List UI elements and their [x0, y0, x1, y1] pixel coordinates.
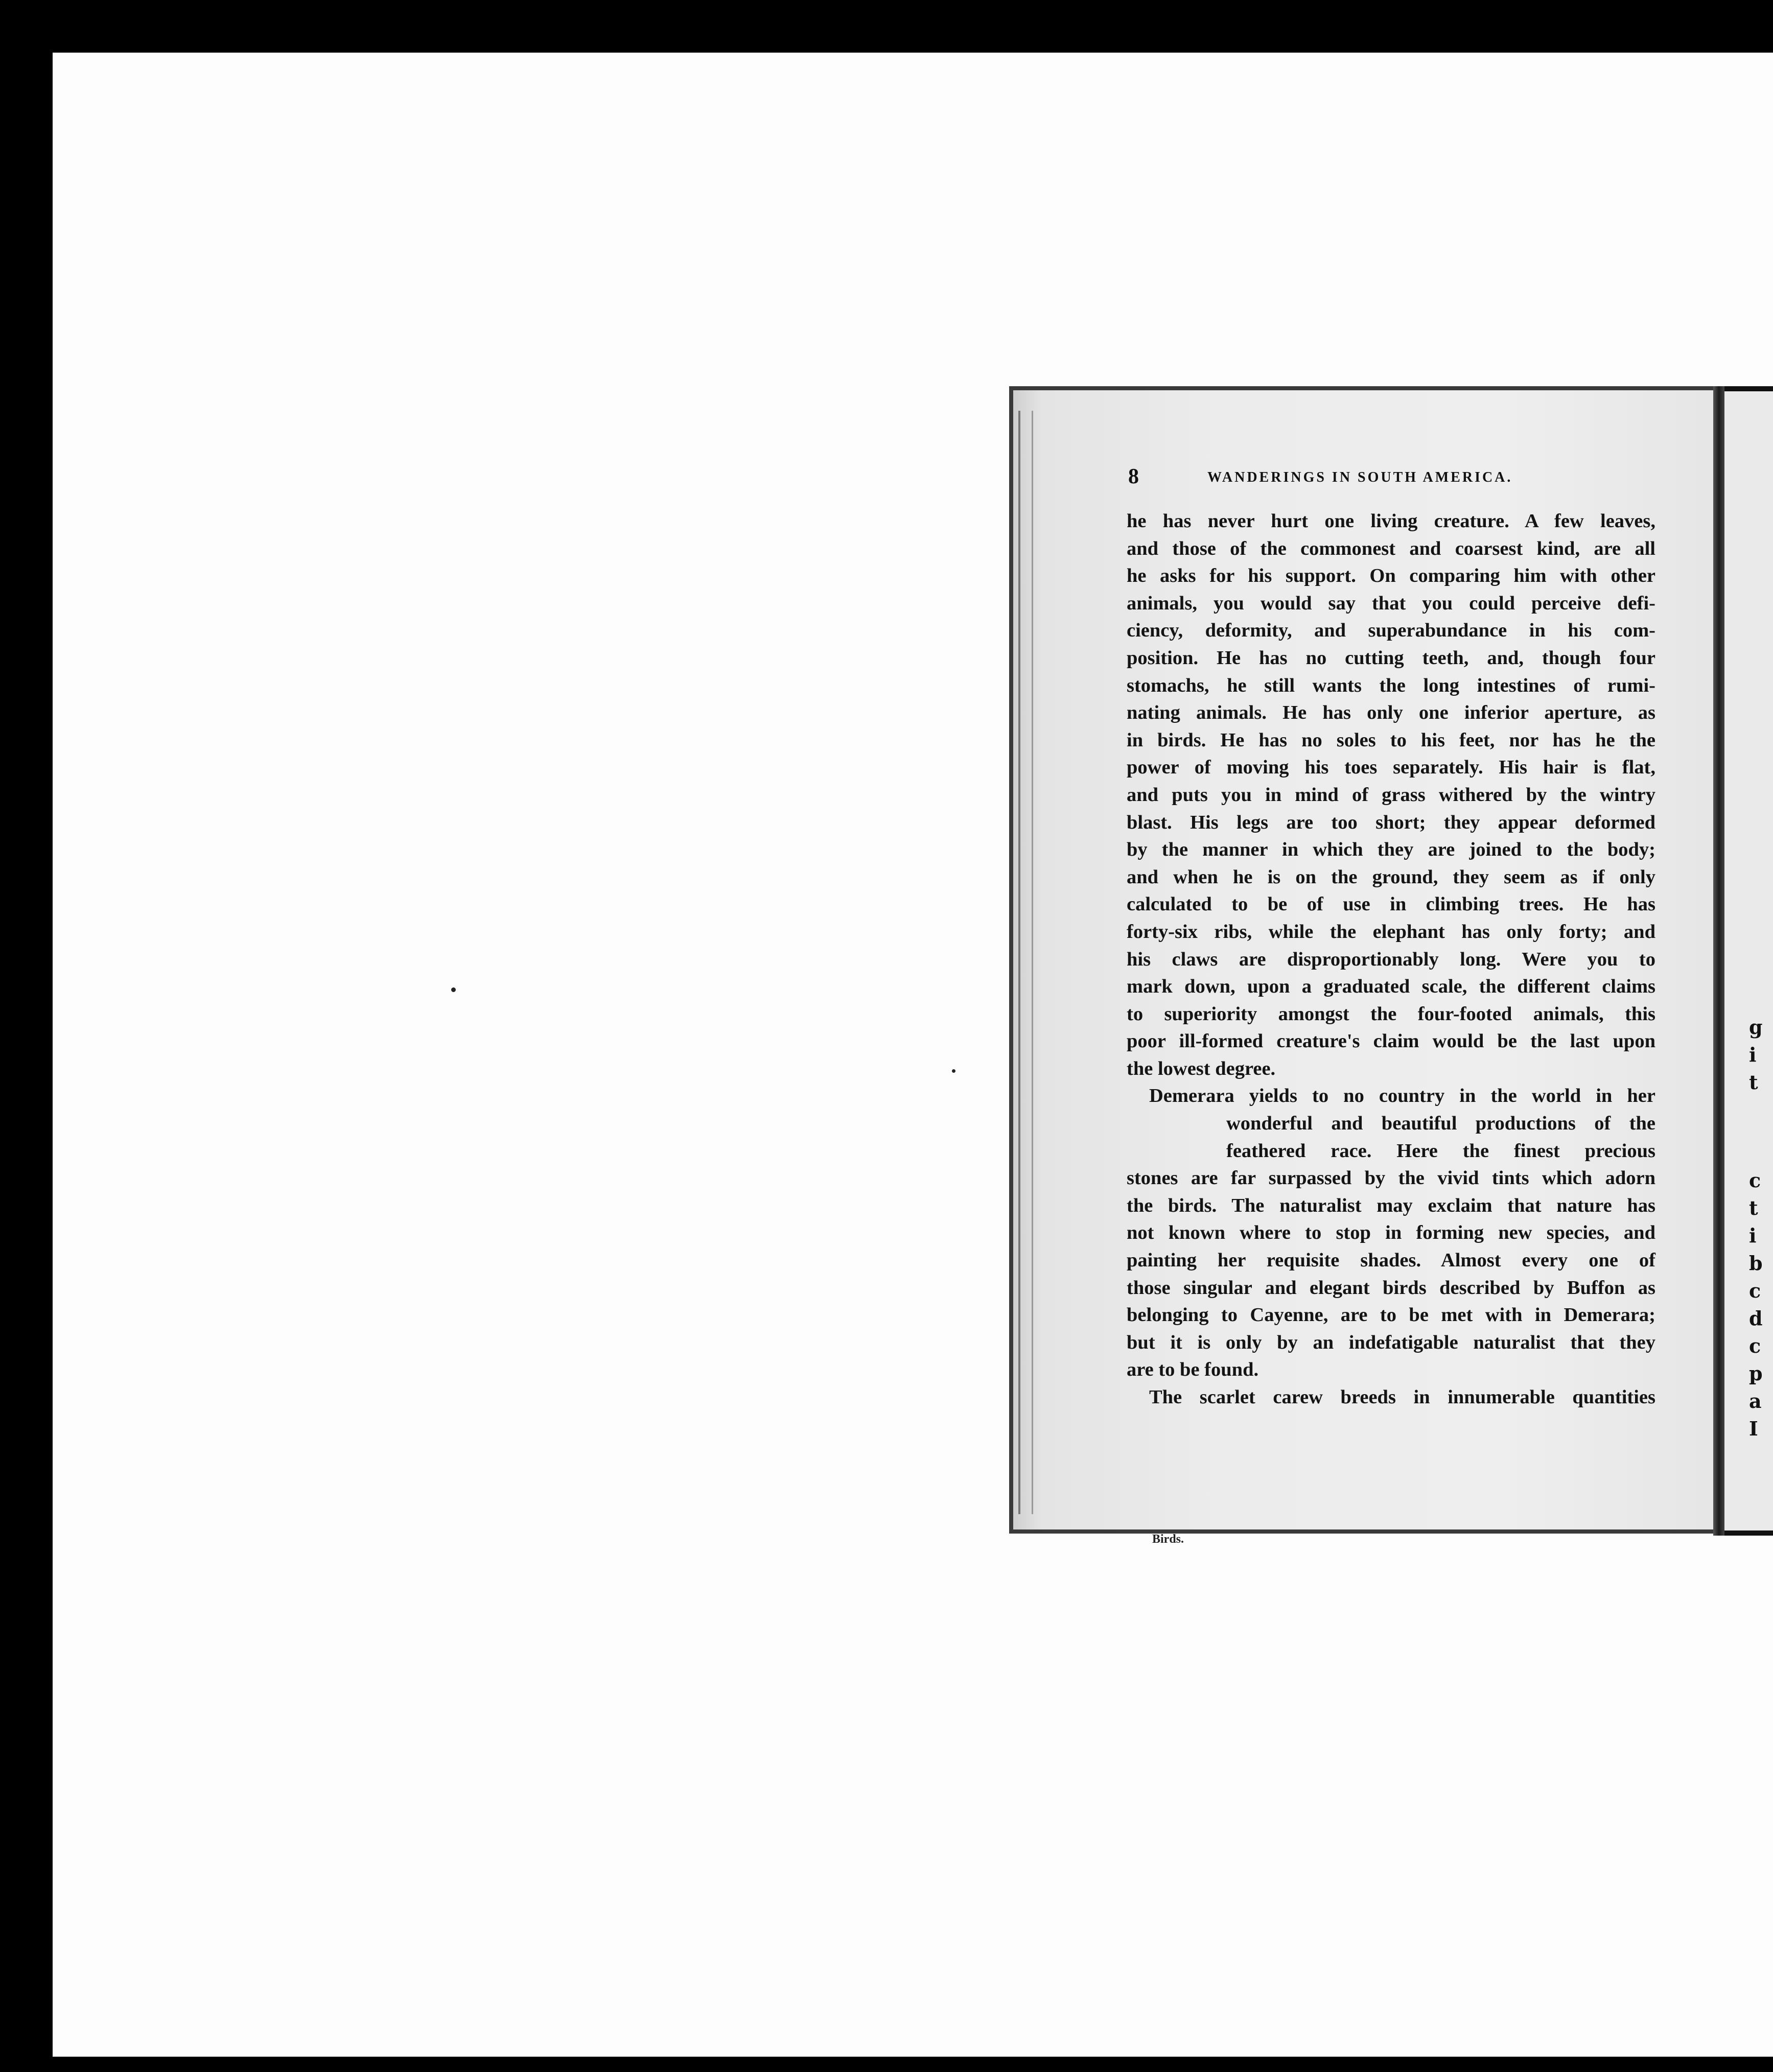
facing-page-fragment: p: [1749, 1362, 1763, 1385]
text-line: but it is only by an indefatigable naturalist that they: [1127, 1331, 1655, 1353]
left-page: [1009, 386, 1714, 1546]
text-line: are to be found.: [1127, 1359, 1259, 1381]
text-line: stomachs, he still wants the long intestines of rumi-: [1127, 674, 1655, 696]
running-head: [1128, 464, 1619, 495]
text-line: ciency, deformity, and superabundance in his com-: [1127, 620, 1655, 642]
text-line: The scarlet carew breeds in innumerable quantities: [1149, 1386, 1655, 1408]
text-line: stones are far surpassed by the vivid tints which adorn: [1127, 1167, 1655, 1189]
text-line: he has never hurt one living creature. A few leaves,: [1127, 510, 1655, 532]
book-photograph: [1009, 386, 1773, 1546]
facing-page-fragment: i: [1749, 1043, 1757, 1066]
facing-page-fragment: t: [1749, 1071, 1758, 1094]
facing-page-fragment: c: [1749, 1279, 1761, 1302]
text-line: his claws are disproportionably long. Were you to: [1127, 948, 1655, 970]
text-line: poor ill-formed creature's claim would be the last upon: [1127, 1030, 1655, 1052]
facing-page-edge: [1724, 386, 1773, 1536]
facing-page-fragment: b: [1749, 1252, 1763, 1275]
text-line: calculated to be of use in climbing trees. He has: [1127, 893, 1655, 915]
page-number: 8: [1128, 465, 1139, 488]
text-line: and when he is on the ground, they seem as if only: [1127, 866, 1655, 888]
text-line: mark down, upon a graduated scale, the different claims: [1127, 976, 1655, 998]
text-line: forty-six ribs, while the elephant has only forty; and: [1127, 921, 1655, 943]
film-border-left: [0, 0, 53, 2072]
running-title: WANDERINGS IN SOUTH AMERICA.: [1207, 469, 1513, 485]
text-line: the lowest degree.: [1127, 1057, 1276, 1079]
text-line: in birds. He has no soles to his feet, nor has he the: [1127, 729, 1655, 751]
facing-page-fragment: g: [1749, 1016, 1763, 1039]
text-line: wonderful and beautiful productions of the: [1226, 1113, 1655, 1135]
text-line: to superiority amongst the four-footed animals, this: [1127, 1003, 1655, 1025]
facing-page-fragment: I: [1749, 1417, 1758, 1440]
facing-page-fragment: c: [1749, 1169, 1761, 1192]
text-line: not known where to stop in forming new species, and: [1127, 1222, 1655, 1244]
facing-page-fragment: c: [1749, 1334, 1761, 1357]
facing-page-fragment: d: [1749, 1307, 1763, 1330]
dust-speck: [451, 987, 456, 992]
text-line: and those of the commonest and coarsest kind, are all: [1127, 537, 1655, 559]
text-line: position. He has no cutting teeth, and, though four: [1127, 647, 1655, 669]
text-line: blast. His legs are too short; they appear deformed: [1127, 811, 1655, 833]
text-line: and puts you in mind of grass withered by the wintry: [1127, 784, 1655, 806]
margin-note: Birds.: [1152, 1533, 1184, 1546]
text-line: power of moving his toes separately. His hair is flat,: [1127, 757, 1655, 779]
facing-page-fragment: i: [1749, 1224, 1757, 1247]
text-line: nating animals. He has only one inferior aperture, as: [1127, 702, 1655, 724]
page-stack-edges: [1018, 411, 1033, 1514]
text-line: belonging to Cayenne, are to be met with in Demerara;: [1127, 1304, 1655, 1326]
text-line: by the manner in which they are joined to the body;: [1127, 839, 1655, 861]
text-line: those singular and elegant birds described by Buffon as: [1127, 1277, 1655, 1299]
book-gutter: [1713, 386, 1724, 1536]
facing-page-fragment: t: [1749, 1196, 1758, 1219]
text-line: the birds. The naturalist may exclaim that nature has: [1127, 1194, 1655, 1216]
text-line: feathered race. Here the finest precious: [1226, 1140, 1655, 1162]
text-line: painting her requisite shades. Almost every one of: [1127, 1250, 1655, 1272]
text-line: Demerara yields to no country in the world in her: [1149, 1085, 1655, 1107]
text-line: animals, you would say that you could perceive defi-: [1127, 592, 1655, 614]
facing-page-fragment: a: [1749, 1390, 1762, 1412]
text-line: he asks for his support. On comparing him with other: [1127, 565, 1655, 587]
body-text: [1127, 508, 1655, 1411]
dust-speck: [952, 1069, 955, 1073]
